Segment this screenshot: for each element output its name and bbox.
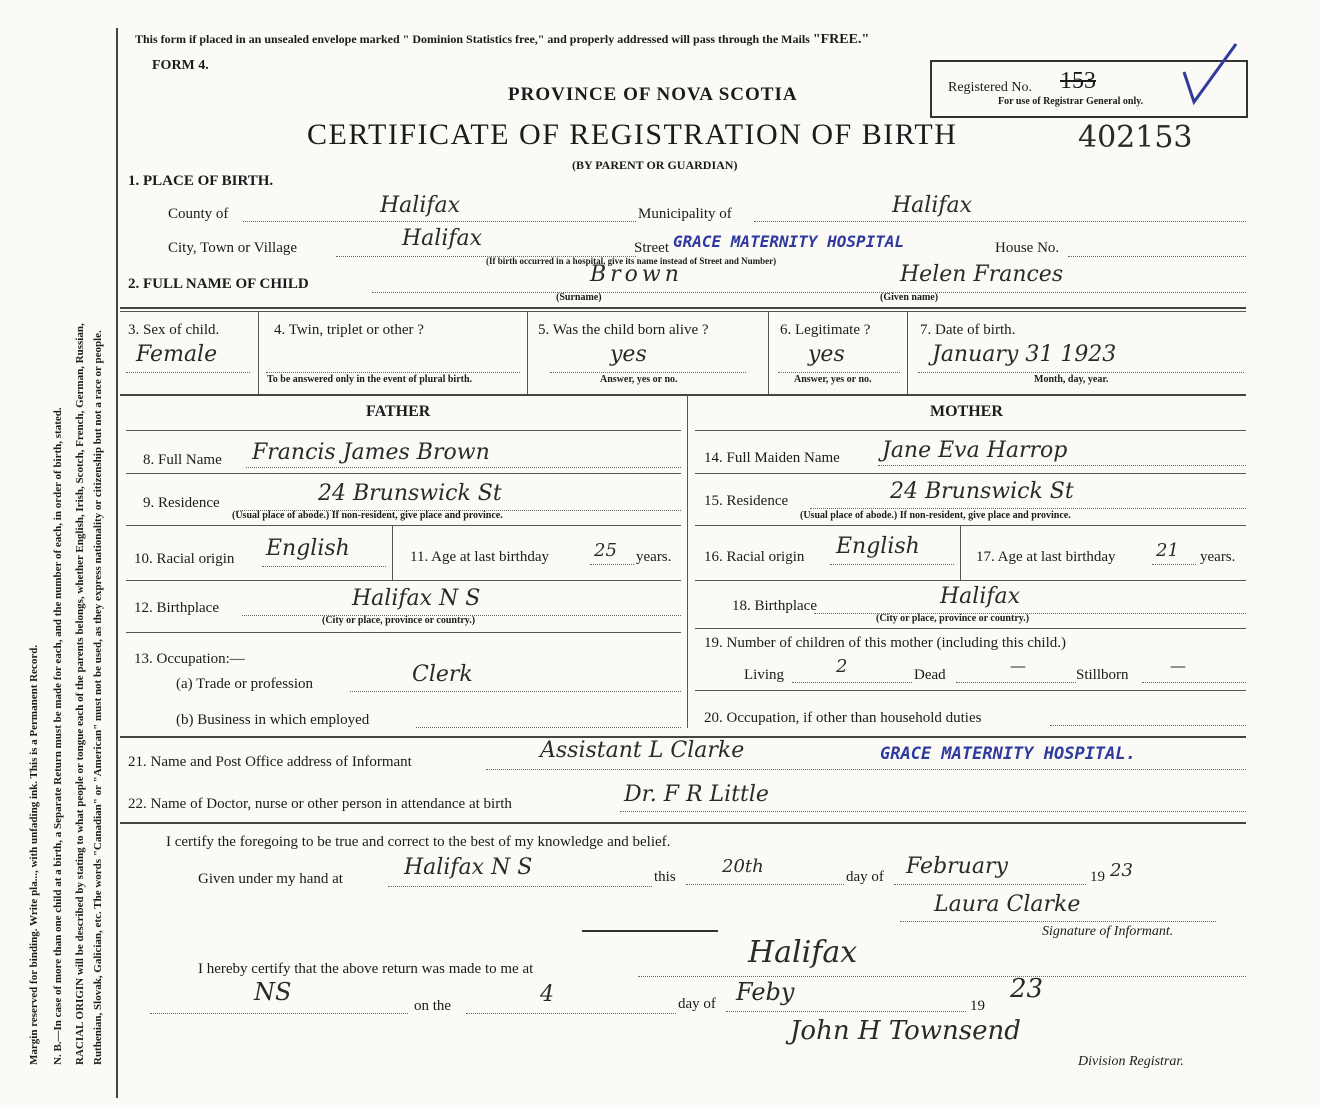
sex-value: Female xyxy=(136,342,218,367)
informant-value: Assistant L Clarke xyxy=(540,738,745,763)
document-title: CERTIFICATE OF REGISTRATION OF BIRTH xyxy=(307,118,958,151)
mother-race-value: English xyxy=(836,534,920,559)
legitimate-caption: Answer, yes or no. xyxy=(794,374,872,385)
mother-name-value: Jane Eva Harrop xyxy=(882,438,1068,463)
title-handwritten-number: 402153 xyxy=(1078,120,1193,155)
registrar-year-prefix: 19 xyxy=(970,998,985,1014)
registrar-box xyxy=(930,60,1248,118)
father-race-value: English xyxy=(266,536,350,561)
father-race-label: 10. Racial origin xyxy=(134,551,235,567)
father-birthplace-caption: (City or place, province or country.) xyxy=(322,615,476,626)
mother-age-value: 21 xyxy=(1156,540,1179,561)
stillborn-label: Stillborn xyxy=(1076,667,1129,683)
mail-notice: This form if placed in an unsealed envelope marked " Dominion Statistics free," and properly addressed will pass through the Mails "FREE." xyxy=(135,32,870,47)
given-dayof-label: day of xyxy=(846,869,884,885)
registered-label: Registered No. xyxy=(948,80,1032,95)
margin-racial-origin-note-2: Ruthenian, Slovak, Galician, etc. The words "Canadian" or "American" must not be used, as they express nationality or citizenship but not a race or people. xyxy=(92,330,104,1065)
mother-years-label: years. xyxy=(1200,549,1236,565)
informant-signature-caption: Signature of Informant. xyxy=(1042,924,1174,939)
municipality-value: Halifax xyxy=(892,193,973,218)
registrar-onthe-label: on the xyxy=(414,998,452,1014)
dead-value: — xyxy=(1010,656,1026,675)
mother-birthplace-caption: (City or place, province or country.) xyxy=(876,613,1030,624)
city-label: City, Town or Village xyxy=(168,240,298,256)
registrar-statement: I hereby certify that the above return was made to me at xyxy=(198,961,534,977)
province-heading: PROVINCE OF NOVA SCOTIA xyxy=(508,84,798,105)
twin-label: 4. Twin, triplet or other ? xyxy=(274,322,424,338)
father-birthplace-value: Halifax N S xyxy=(352,586,481,611)
father-age-value: 25 xyxy=(594,540,617,561)
registrar-caption: Division Registrar. xyxy=(1078,1054,1184,1069)
living-label: Living xyxy=(744,667,784,683)
twin-note: To be answered only in the event of plural birth. xyxy=(267,374,473,385)
father-name-value: Francis James Brown xyxy=(252,440,490,465)
registrar-signature: John H Townsend xyxy=(790,1016,1021,1046)
mother-residence-caption: (Usual place of abode.) If non-resident, give place and province. xyxy=(800,510,1071,521)
given-day-value: 20th xyxy=(722,856,764,877)
registrar-day-value: 4 xyxy=(540,982,554,1007)
mother-race-label: 16. Racial origin xyxy=(704,549,805,565)
legitimate-label: 6. Legitimate ? xyxy=(780,322,871,338)
document-subtitle: (BY PARENT OR GUARDIAN) xyxy=(572,158,738,172)
county-value: Halifax xyxy=(380,193,461,218)
child-given-value: Helen Frances xyxy=(900,262,1064,287)
living-value: 2 xyxy=(836,656,848,677)
city-value: Halifax xyxy=(402,226,483,251)
legitimate-value: yes xyxy=(808,342,845,367)
alive-label: 5. Was the child born alive ? xyxy=(538,322,709,338)
county-label: County of xyxy=(168,206,229,222)
father-age-label: 11. Age at last birthday xyxy=(410,549,549,565)
sex-label: 3. Sex of child. xyxy=(128,322,220,338)
margin-border xyxy=(116,28,118,1098)
father-trade-label: (a) Trade or profession xyxy=(176,676,314,692)
given-label: Given under my hand at xyxy=(198,871,343,887)
registered-number: 153 xyxy=(1060,68,1096,94)
informant-stamp: GRACE MATERNITY HOSPITAL. xyxy=(880,744,1136,764)
house-number-label: House No. xyxy=(995,240,1060,256)
registrar-prefix-value: NS xyxy=(254,978,292,1006)
mother-name-label: 14. Full Maiden Name xyxy=(704,450,840,466)
street-label: Street xyxy=(634,240,669,256)
father-years-label: years. xyxy=(636,549,672,565)
father-heading: FATHER xyxy=(366,403,431,420)
father-residence-label: 9. Residence xyxy=(143,495,220,511)
alive-caption: Answer, yes or no. xyxy=(600,374,678,385)
doctor-value: Dr. F R Little xyxy=(624,782,769,807)
surname-caption: (Surname) xyxy=(556,292,602,303)
child-surname-value: Brown xyxy=(590,262,683,287)
alive-value: yes xyxy=(610,342,647,367)
mother-birthplace-value: Halifax xyxy=(940,584,1021,609)
given-year-value: 23 xyxy=(1110,860,1133,881)
form-number: FORM 4. xyxy=(152,58,209,73)
mother-birthplace-label: 18. Birthplace xyxy=(732,598,817,614)
margin-binding-note: Margin reserved for binding. Write pla..., with unfading ink. This is a Permanent Record. xyxy=(28,644,40,1065)
father-occupation-label: 13. Occupation:— xyxy=(134,651,245,667)
dob-label: 7. Date of birth. xyxy=(920,322,1016,338)
stillborn-value: — xyxy=(1170,656,1186,675)
dob-caption: Month, day, year. xyxy=(1034,374,1109,385)
father-name-label: 8. Full Name xyxy=(143,452,222,468)
place-of-birth-heading: 1. PLACE OF BIRTH. xyxy=(128,173,274,189)
margin-racial-origin-note-1: RACIAL ORIGIN will be described by stating to what people or tongue each of the parents belongs, whether English, Irish, Scotch, French, German, Russian, xyxy=(74,323,86,1065)
informant-signature: Laura Clarke xyxy=(934,892,1081,917)
margin-plural-birth-note: N. B.—In case of more than one child at a birth, a Separate Return must be made for each, and the number of each, in order of birth, stated. xyxy=(52,407,64,1065)
given-place-value: Halifax N S xyxy=(404,855,533,880)
hospital-note: (If birth occurred in a hospital, give its name instead of Street and Number) xyxy=(486,256,777,266)
certify-statement: I certify the foregoing to be true and correct to the best of my knowledge and belief. xyxy=(166,834,671,850)
father-trade-value: Clerk xyxy=(412,662,473,687)
mother-residence-label: 15. Residence xyxy=(704,493,789,509)
registrar-year-value: 23 xyxy=(1010,974,1044,1004)
dead-label: Dead xyxy=(914,667,946,683)
this-label: this xyxy=(654,869,676,885)
given-month-value: February xyxy=(906,854,1008,879)
registrar-place-value: Halifax xyxy=(748,935,858,970)
street-value-stamp: GRACE MATERNITY HOSPITAL xyxy=(673,232,905,251)
father-residence-value: 24 Brunswick St xyxy=(318,481,502,506)
check-mark-icon xyxy=(1180,42,1240,112)
registrar-dayof-label: day of xyxy=(678,996,716,1012)
mother-occupation-label: 20. Occupation, if other than household duties xyxy=(704,710,982,726)
given-name-caption: (Given name) xyxy=(880,292,939,303)
mother-children-label: 19. Number of children of this mother (including this child.) xyxy=(704,635,1067,651)
father-residence-caption: (Usual place of abode.) If non-resident, give place and province. xyxy=(232,510,503,521)
mother-age-label: 17. Age at last birthday xyxy=(976,549,1116,565)
doctor-label: 22. Name of Doctor, nurse or other person in attendance at birth xyxy=(128,796,512,812)
registrar-note: For use of Registrar General only. xyxy=(998,96,1144,107)
father-business-label: (b) Business in which employed xyxy=(176,712,370,728)
dob-value: January 31 1923 xyxy=(932,342,1117,367)
registrar-month-value: Feby xyxy=(736,978,795,1006)
child-name-label: 2. FULL NAME OF CHILD xyxy=(128,276,309,292)
mother-heading: MOTHER xyxy=(930,403,1003,420)
given-year-prefix: 19 xyxy=(1090,869,1105,885)
municipality-label: Municipality of xyxy=(638,206,732,222)
father-birthplace-label: 12. Birthplace xyxy=(134,600,219,616)
mother-residence-value: 24 Brunswick St xyxy=(890,479,1074,504)
informant-label: 21. Name and Post Office address of Informant xyxy=(128,754,412,770)
